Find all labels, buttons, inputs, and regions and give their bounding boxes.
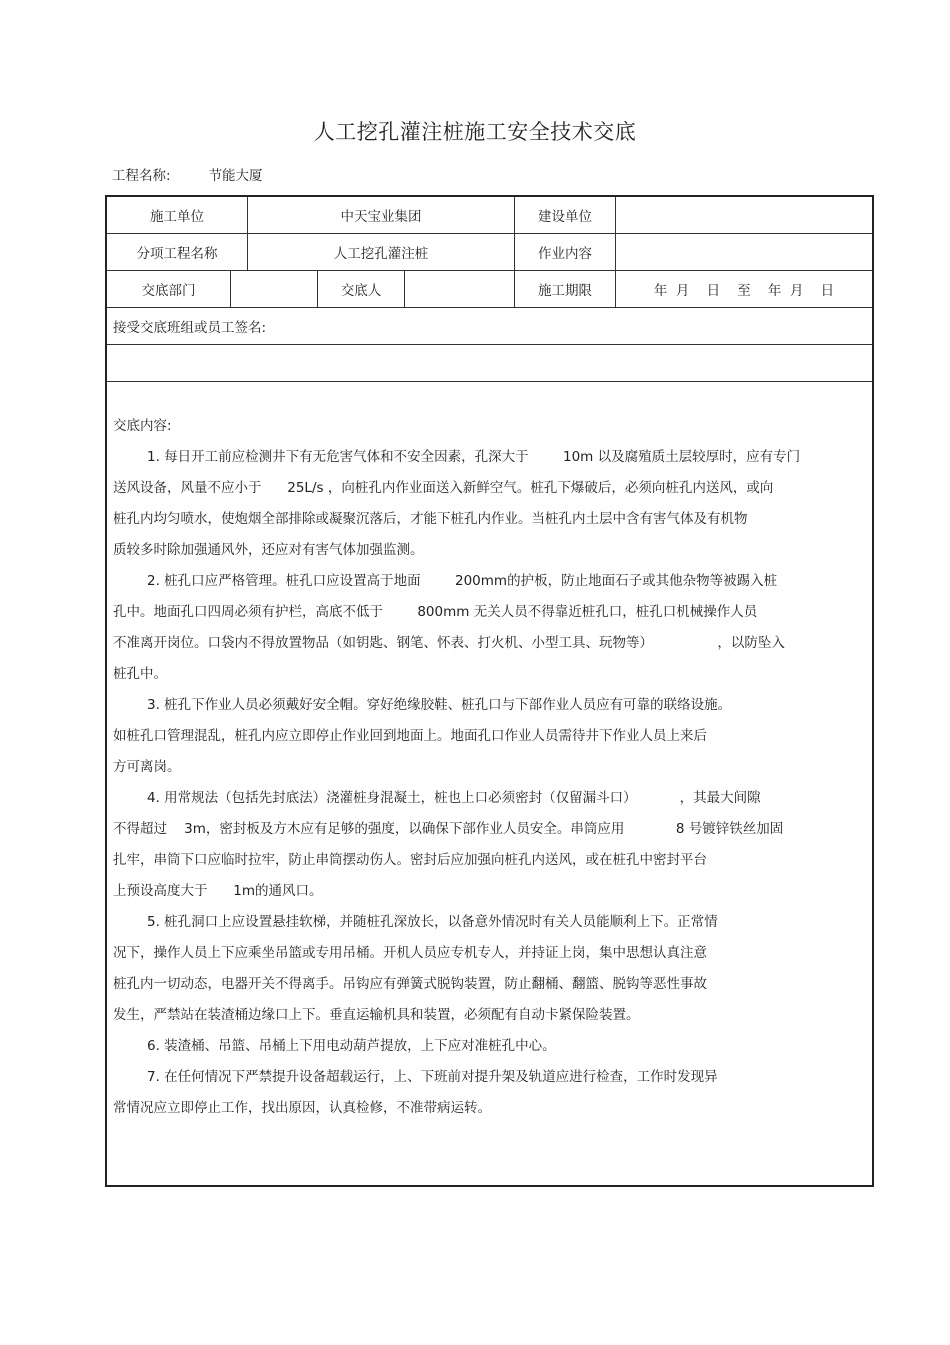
paragraph-line: 孔中。地面孔口四周必须有护栏，高底不低于 800mm 无关人员不得靠近桩孔口，桩孔口机械操作人员 [113, 604, 758, 620]
paragraph-3 [113, 690, 866, 783]
paragraph-line: 6. 装渣桶、吊篮、吊桶上下用电动葫芦提放，上下应对准桩孔中心。 [147, 1038, 556, 1054]
signature-area[interactable] [107, 345, 872, 382]
paragraph-line: 不得超过 3m，密封板及方木应有足够的强度，以确保下部作业人员安全。串筒应用 8 号镀锌铁丝加固 [113, 821, 784, 837]
paragraph-7 [113, 1062, 866, 1124]
paragraph-2 [113, 566, 866, 690]
project-name-label: 工程名称: [112, 168, 171, 184]
paragraph-line: 4. 用常规法（包括先封底法）浇灌桩身混凝土，桩也上口必须密封（仅留漏斗口） ，其最大间隙 [147, 790, 761, 806]
paragraph-line: 3. 桩孔下作业人员必须戴好安全帽。穿好绝缘胶鞋、桩孔口与下部作业人员应有可靠的联络设施。 [147, 697, 732, 713]
form-row-disclosure [107, 271, 872, 308]
construction-unit-value: 中天宝业集团 [248, 197, 515, 233]
discloser-value[interactable] [405, 271, 515, 307]
project-name-line [112, 164, 263, 184]
paragraph-line: 质较多时除加强通风外，还应对有害气体加强监测。 [113, 542, 424, 558]
paragraph-line: 扎牢，串筒下口应临时拉牢，防止串筒摆动伤人。密封后应加强向桩孔内送风，或在桩孔中密封平台 [113, 852, 707, 868]
project-name-value: 节能大厦 [208, 168, 263, 184]
work-content-value[interactable] [616, 234, 872, 270]
form-row-signature [107, 308, 872, 345]
paragraph-line: 送风设备，风量不应小于 25L/s ，向桩孔内作业面送入新鲜空气。桩孔下爆破后，必须向桩孔内送风，或向 [113, 480, 774, 496]
owner-unit-value[interactable] [616, 197, 872, 233]
paragraph-line: 况下，操作人员上下应乘坐吊篮或专用吊桶。开机人员应专机专人，并持证上岗，集中思想认真注意 [113, 945, 707, 961]
paragraph-line: 不准离开岗位。口袋内不得放置物品（如钥匙、钢笔、怀表、打火机、小型工具、玩物等） ，以防坠入 [113, 635, 785, 651]
disclosure-dept-label: 交底部门 [107, 271, 231, 307]
subproject-label: 分项工程名称 [107, 234, 248, 270]
signature-label: 接受交底班组或员工签名: [113, 320, 267, 336]
construction-period-label: 施工期限 [515, 271, 616, 307]
disclosure-dept-value[interactable] [231, 271, 318, 307]
construction-period-value[interactable]: 年 月 日 至 年 月 日 [653, 283, 835, 299]
paragraph-line: 发生，严禁站在装渣桶边缘口上下。垂直运输机具和装置，必须配有自动卡紧保险装置。 [113, 1007, 640, 1023]
paragraph-4 [113, 783, 866, 907]
paragraph-line: 上预设高度大于 1m的通风口。 [113, 883, 323, 899]
paragraph-5 [113, 907, 866, 1031]
paragraph-line: 2. 桩孔口应严格管理。桩孔口应设置高于地面 200mm的护板，防止地面石子或其他杂物等被踢入桩 [147, 573, 778, 589]
paragraph-line: 1. 每日开工前应检测井下有无危害气体和不安全因素，孔深大于 10m 以及腐殖质土层较厚时，应有专门 [147, 449, 801, 465]
document-title: 人工挖孔灌注桩施工安全技术交底 [313, 120, 637, 144]
paragraph-6 [113, 1031, 866, 1062]
paragraph-line: 方可离岗。 [113, 759, 181, 775]
paragraph-line: 5. 桩孔洞口上应设置悬挂软梯，并随桩孔深放长，以备意外情况时有关人员能顺利上下。正常情 [147, 914, 718, 930]
subproject-value: 人工挖孔灌注桩 [248, 234, 515, 270]
paragraph-line: 常情况应立即停止工作，找出原因，认真检修，不准带病运转。 [113, 1100, 491, 1116]
work-content-label: 作业内容 [515, 234, 616, 270]
paragraph-line: 桩孔中。 [113, 666, 167, 682]
content-label: 交底内容: [113, 418, 172, 434]
paragraph-line: 桩孔内均匀喷水，使炮烟全部排除或凝聚沉落后，才能下桩孔内作业。当桩孔内土层中含有害气体及有机物 [113, 511, 748, 527]
discloser-label: 交底人 [318, 271, 405, 307]
disclosure-content [113, 411, 866, 1124]
paragraph-line: 如桩孔口管理混乱，桩孔内应立即停止作业回到地面上。地面孔口作业人员需待井下作业人员上来后 [113, 728, 707, 744]
form-row-subproject [107, 234, 872, 271]
owner-unit-label: 建设单位 [515, 197, 616, 233]
disclosure-form [105, 195, 874, 1187]
form-row-unit [107, 197, 872, 234]
paragraph-line: 桩孔内一切动态，电器开关不得离手。吊钩应有弹簧式脱钩装置，防止翻桶、翻篮、脱钩等恶性事故 [113, 976, 707, 992]
paragraph-line: 7. 在任何情况下严禁提升设备超载运行，上、下班前对提升架及轨道应进行检查，工作时发现异 [147, 1069, 718, 1085]
construction-unit-label: 施工单位 [107, 197, 248, 233]
paragraph-1 [113, 442, 866, 566]
